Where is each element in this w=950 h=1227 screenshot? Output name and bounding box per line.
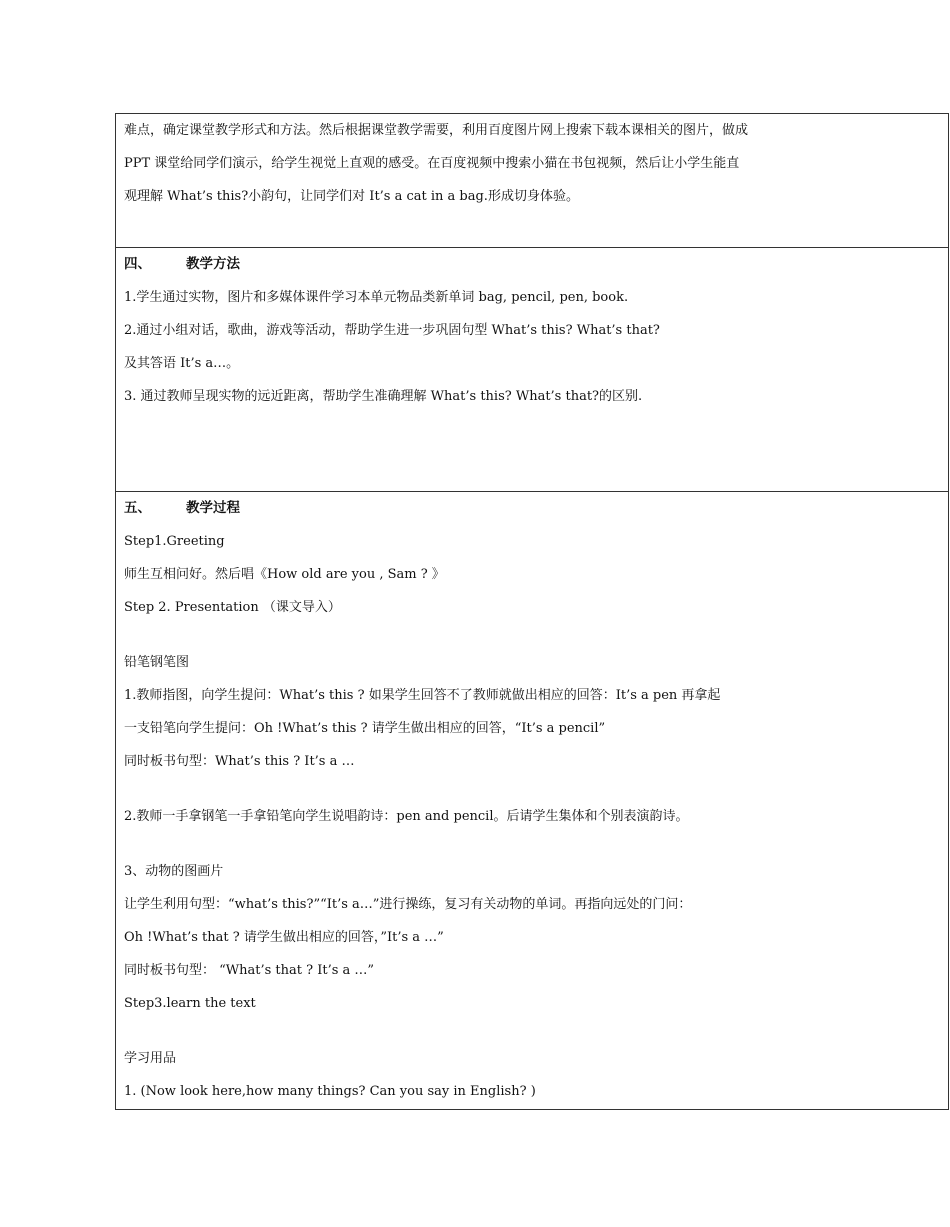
spacer [124,1020,948,1042]
section-title: 教学过程 [186,500,240,516]
section-number: 四、 [124,256,151,272]
text-line: 铅笔钢笔图 [124,655,190,670]
spacer [124,833,948,855]
text-line: 观理解 What’s this?小韵句，让同学们对 It’s a cat in a bag.形成切身体验。 [124,189,579,204]
text-line: Step1.Greeting [124,534,225,549]
text-line: 难点，确定课堂教学形式和方法。然后根据课堂教学需要，利用百度图片网上搜索下载本课相关的图片，做成 [124,123,749,138]
text-line: 3. 通过教师呈现实物的远近距离，帮助学生准确理解 What’s this? What’s that?的区别. [124,389,643,404]
text-line: 1.学生通过实物，图片和多媒体课件学习本单元物品类新单词 bag, pencil, pen, book. [124,290,629,305]
section-number: 五、 [124,500,151,516]
section-heading [124,248,948,281]
spacer [124,778,948,800]
text-line: Step3.learn the text [124,996,256,1011]
text-line: Oh !What’s that ? 请学生做出相应的回答，”It’s a …” [124,930,444,945]
text-line: 1. (Now look here,how many things? Can you say in English? ) [124,1084,536,1099]
lesson-plan-table [115,113,949,1110]
text-line: 2.教师一手拿钢笔一手拿铅笔向学生说唱韵诗：pen and pencil。后请学生集体和个别表演韵诗。 [124,809,689,824]
spacer [124,624,948,646]
text-line: 2.通过小组对话，歌曲，游戏等活动，帮助学生进一步巩固句型 What’s this? What’s that? [124,323,660,338]
text-line: 1.教师指图，向学生提问：What’s this ? 如果学生回答不了教师就做出相应的回答：It’s a pen 再拿起 [124,688,721,703]
section-4-cell [116,248,948,492]
text-line: PPT 课堂给同学们演示，给学生视觉上直观的感受。在百度视频中搜索小猫在书包视频，然后让小学生能直 [124,156,740,171]
text-line: Step 2. Presentation （课文导入） [124,600,341,615]
text-line: 及其答语 It’s a…。 [124,356,240,371]
section-3-cell [116,114,948,248]
text-line: 3、动物的图画片 [124,864,224,879]
text-line: 师生互相问好。然后唱《How old are you , Sam ? 》 [124,567,445,582]
section-title: 教学方法 [186,256,240,272]
text-line: 学习用品 [124,1051,177,1066]
section-heading [124,492,948,525]
text-line: 让学生利用句型：“what’s this?”“It’s a…”进行操练，复习有关动物的单词。再指向远处的门问： [124,897,692,912]
text-line: 同时板书句型： “What’s that ? It’s a …” [124,963,375,978]
section-5-cell [116,492,948,1109]
text-line: 一支铅笔向学生提问：Oh !What’s this ? 请学生做出相应的回答，“It’s a pencil” [124,721,606,736]
text-line: 同时板书句型：What’s this ? It’s a … [124,754,355,769]
